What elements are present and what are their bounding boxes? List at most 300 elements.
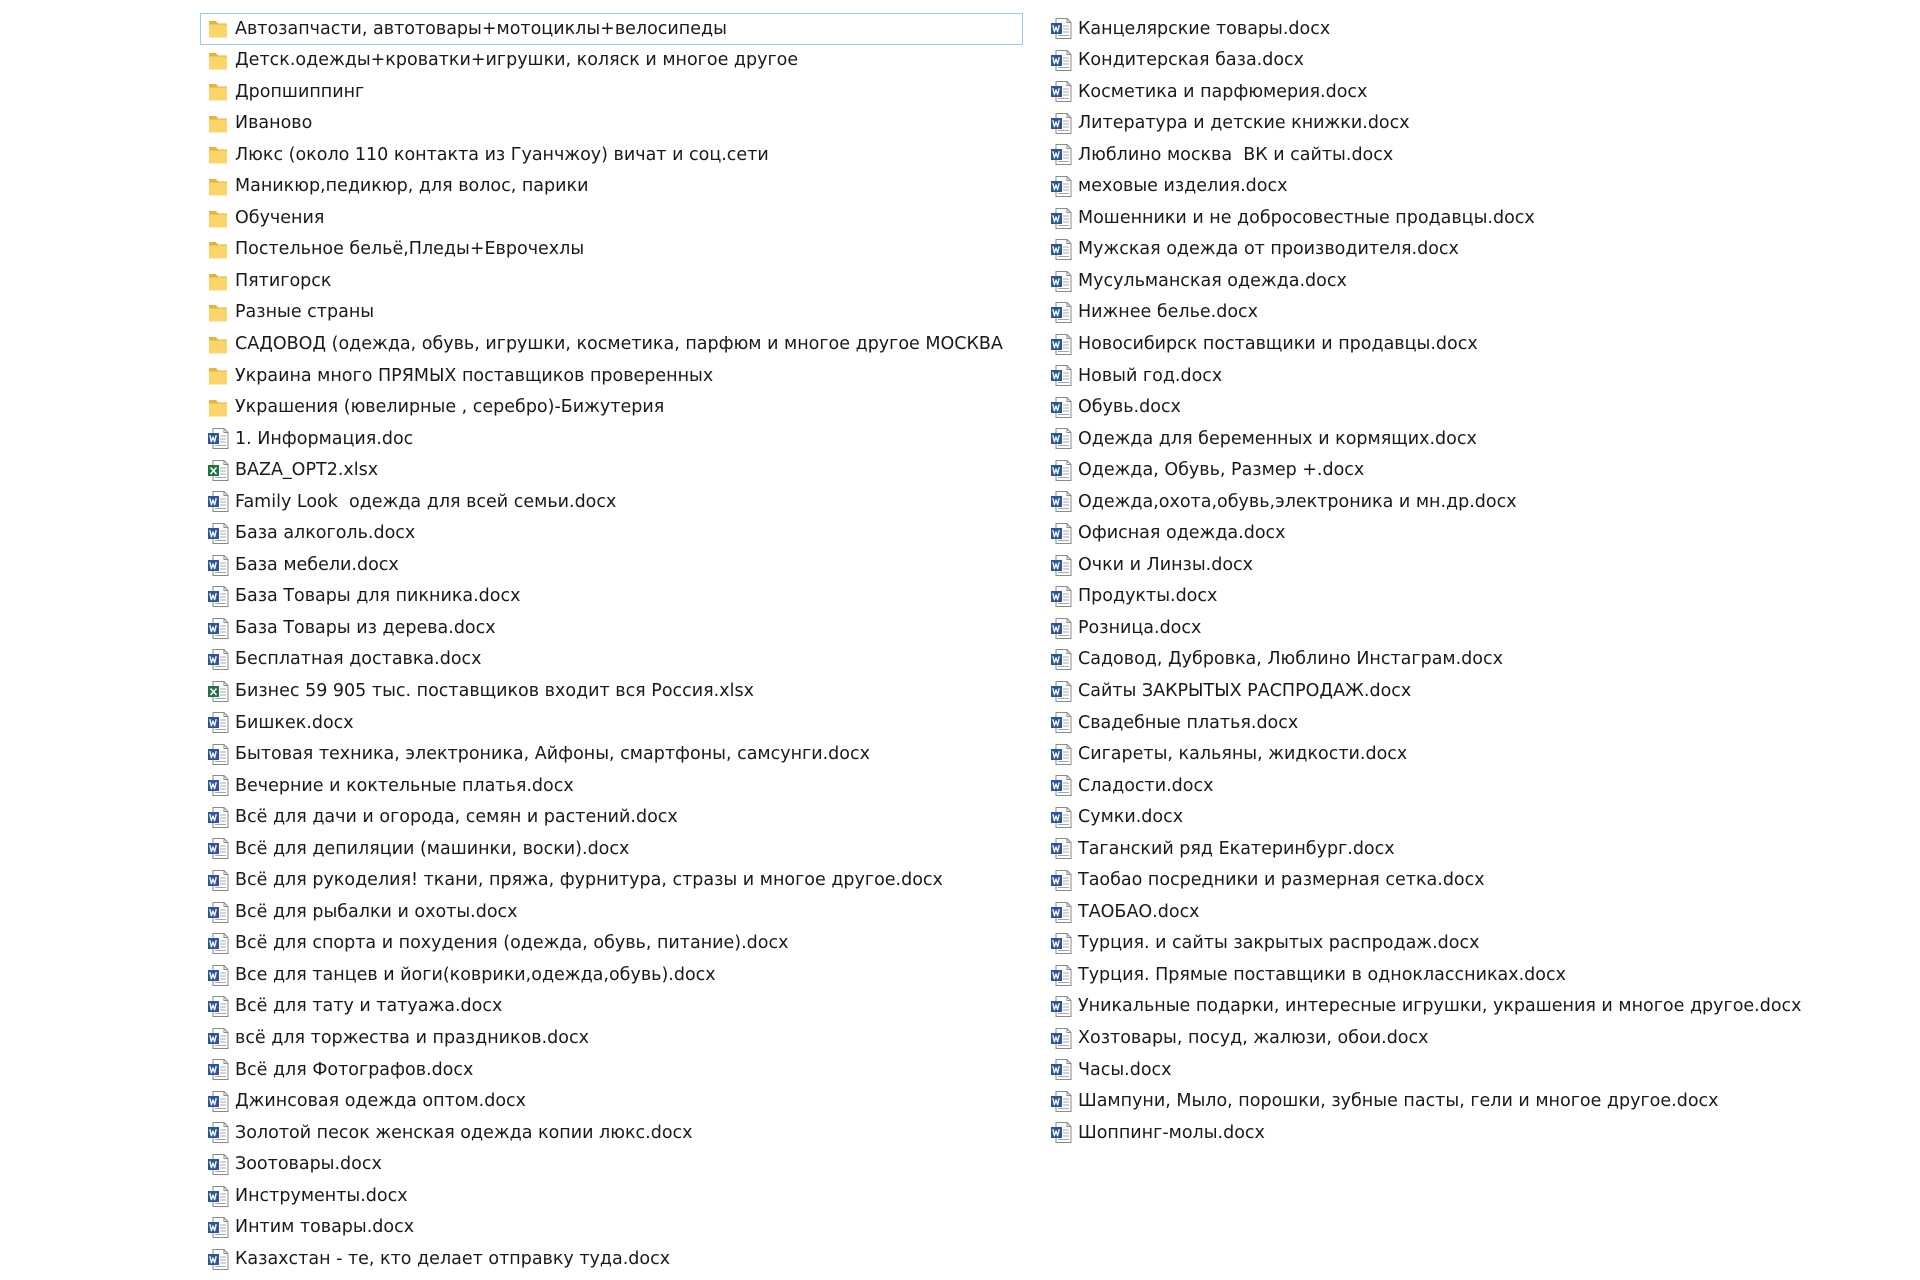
item-name: Сумки.docx	[1078, 807, 1184, 828]
file-item[interactable]	[1043, 202, 1823, 234]
folder-icon-graphic	[207, 238, 229, 261]
file-item[interactable]	[1043, 707, 1823, 739]
word-doc-icon	[207, 1058, 229, 1081]
file-item[interactable]	[1043, 1117, 1823, 1149]
word-doc-icon	[1050, 869, 1072, 892]
file-item[interactable]	[200, 1117, 1030, 1149]
word-doc-icon	[1050, 143, 1072, 166]
word-doc-icon-graphic	[1050, 207, 1072, 230]
file-item[interactable]	[1043, 928, 1823, 960]
file-item[interactable]	[1043, 1023, 1823, 1055]
folder-icon	[207, 364, 229, 387]
word-doc-icon-graphic	[1050, 837, 1072, 860]
item-name: Джинсовая одежда оптом.docx	[235, 1091, 527, 1112]
item-name: Канцелярские товары.docx	[1078, 18, 1331, 39]
word-doc-icon-graphic	[207, 901, 229, 924]
word-doc-icon-graphic	[1050, 680, 1072, 703]
word-doc-icon-graphic	[1050, 585, 1072, 608]
word-doc-icon-graphic	[1050, 301, 1072, 324]
word-doc-icon-graphic	[207, 1121, 229, 1144]
word-doc-icon	[1050, 711, 1072, 734]
item-name: Всё для депиляции (машинки, воски).docx	[235, 838, 630, 859]
folder-icon	[207, 80, 229, 103]
item-name: Турция. и сайты закрытых распродаж.docx	[1078, 933, 1480, 954]
word-doc-icon	[1050, 554, 1072, 577]
item-name: BAZA_OPT2.xlsx	[235, 460, 379, 481]
item-name: САДОВОД (одежда, обувь, игрушки, косметика, парфюм и многое другое МОСКВА	[235, 333, 1003, 354]
file-item[interactable]	[1043, 959, 1823, 991]
file-item[interactable]	[1043, 549, 1823, 581]
word-doc-icon	[1050, 901, 1072, 924]
word-doc-icon-graphic	[1050, 143, 1072, 166]
file-item[interactable]	[200, 455, 1030, 487]
word-doc-icon-graphic	[207, 995, 229, 1018]
folder-icon-graphic	[207, 301, 229, 324]
file-item[interactable]	[200, 675, 1030, 707]
folder-icon	[207, 49, 229, 72]
word-doc-icon	[207, 837, 229, 860]
item-name: Шампуни, Мыло, порошки, зубные пасты, гели и многое другое.docx	[1078, 1091, 1719, 1112]
file-item[interactable]	[1043, 770, 1823, 802]
word-doc-icon	[1050, 333, 1072, 356]
word-doc-icon	[207, 648, 229, 671]
folder-icon-shape	[209, 151, 227, 164]
item-name: Нижнее белье.docx	[1078, 302, 1259, 323]
file-item[interactable]	[1043, 423, 1823, 455]
folder-item[interactable]	[200, 202, 1030, 234]
word-doc-icon-graphic	[1050, 711, 1072, 734]
file-item[interactable]	[1043, 171, 1823, 203]
excel-icon-graphic	[207, 459, 229, 482]
word-doc-icon-graphic	[1050, 1058, 1072, 1081]
item-name: Люкс (около 110 контакта из Гуанчжоу) вичат и соц.сети	[235, 144, 769, 165]
item-name: Одежда для беременных и кормящих.docx	[1078, 428, 1477, 449]
file-item[interactable]	[1043, 265, 1823, 297]
file-item[interactable]	[1043, 45, 1823, 77]
file-item[interactable]	[200, 1023, 1030, 1055]
item-name: Казахстан - те, кто делает отправку туда.docx	[235, 1248, 671, 1269]
folder-item[interactable]	[200, 297, 1030, 329]
item-name: Инструменты.docx	[235, 1185, 408, 1206]
folder-item[interactable]	[200, 234, 1030, 266]
word-doc-icon	[1050, 207, 1072, 230]
item-name: База Товары для пикника.docx	[235, 586, 521, 607]
word-doc-icon-graphic	[1050, 80, 1072, 103]
word-doc-icon	[207, 1153, 229, 1176]
item-name: всё для торжества и праздников.docx	[235, 1028, 589, 1049]
word-doc-icon-graphic	[1050, 617, 1072, 640]
file-item[interactable]	[1043, 518, 1823, 550]
word-doc-icon	[207, 522, 229, 545]
folder-item[interactable]	[200, 45, 1030, 77]
word-doc-icon	[207, 869, 229, 892]
word-doc-icon-graphic	[1050, 396, 1072, 419]
folder-icon-shape	[209, 246, 227, 259]
item-name: Family Look одежда для всей семьи.docx	[235, 491, 617, 512]
word-doc-icon	[207, 1248, 229, 1271]
item-name: Всё для рукоделия! ткани, пряжа, фурнитура, стразы и многое другое.docx	[235, 870, 943, 891]
word-doc-icon	[207, 806, 229, 829]
item-name: Мужская одежда от производителя.docx	[1078, 239, 1459, 260]
word-doc-icon-graphic	[1050, 554, 1072, 577]
word-doc-icon-graphic	[1050, 17, 1072, 40]
folder-icon-shape	[209, 119, 227, 132]
word-doc-icon	[207, 1027, 229, 1050]
file-item[interactable]	[200, 1243, 1030, 1275]
word-doc-icon	[207, 964, 229, 987]
word-doc-icon	[1050, 364, 1072, 387]
folder-icon-shape	[209, 403, 227, 416]
word-doc-icon	[207, 427, 229, 450]
item-name: Вечерние и коктельные платья.docx	[235, 775, 574, 796]
item-name: Часы.docx	[1078, 1059, 1172, 1080]
file-item[interactable]	[1043, 455, 1823, 487]
file-item[interactable]	[1043, 1054, 1823, 1086]
file-item[interactable]	[1043, 486, 1823, 518]
word-doc-icon	[1050, 585, 1072, 608]
file-item[interactable]	[1043, 896, 1823, 928]
folder-icon	[207, 17, 229, 40]
word-doc-icon-graphic	[207, 617, 229, 640]
word-doc-icon	[1050, 175, 1072, 198]
word-doc-icon	[207, 995, 229, 1018]
folder-icon	[207, 175, 229, 198]
word-doc-icon-graphic	[207, 585, 229, 608]
item-name: Сигареты, кальяны, жидкости.docx	[1078, 744, 1408, 765]
item-name: Таганский ряд Екатеринбург.docx	[1078, 838, 1395, 859]
word-doc-icon-graphic	[1050, 1121, 1072, 1144]
item-name: Разные страны	[235, 302, 375, 323]
word-doc-icon	[207, 1216, 229, 1239]
item-name: Люблино москва ВК и сайты.docx	[1078, 144, 1394, 165]
folder-icon-graphic	[207, 112, 229, 135]
word-doc-icon-graphic	[207, 743, 229, 766]
file-item[interactable]	[1043, 644, 1823, 676]
folder-icon-graphic	[207, 270, 229, 293]
folder-icon-shape	[209, 25, 227, 38]
folder-item[interactable]	[200, 13, 1023, 45]
item-name: 1. Информация.doc	[235, 428, 414, 449]
word-doc-icon	[1050, 301, 1072, 324]
folder-item[interactable]	[200, 328, 1030, 360]
file-item[interactable]	[200, 1180, 1030, 1212]
folder-icon	[207, 207, 229, 230]
folder-icon-shape	[209, 372, 227, 385]
file-item[interactable]	[200, 802, 1030, 834]
folder-icon-shape	[209, 214, 227, 227]
item-name: Продукты.docx	[1078, 586, 1218, 607]
word-doc-icon-graphic	[1050, 774, 1072, 797]
word-doc-icon	[207, 932, 229, 955]
word-doc-icon	[1050, 648, 1072, 671]
file-item[interactable]	[1043, 234, 1823, 266]
word-doc-icon	[1050, 112, 1072, 135]
word-doc-icon-graphic	[207, 490, 229, 513]
word-doc-icon-graphic	[1050, 175, 1072, 198]
file-item[interactable]	[1043, 76, 1823, 108]
file-item[interactable]	[1043, 360, 1823, 392]
item-name: меховые изделия.docx	[1078, 176, 1288, 197]
word-doc-icon	[207, 490, 229, 513]
word-doc-icon-graphic	[207, 932, 229, 955]
word-doc-icon-graphic	[207, 1153, 229, 1176]
file-item[interactable]	[1043, 739, 1823, 771]
word-doc-icon	[207, 585, 229, 608]
file-item[interactable]	[1043, 581, 1823, 613]
excel-icon	[207, 459, 229, 482]
file-item[interactable]	[200, 549, 1030, 581]
file-item[interactable]	[200, 991, 1030, 1023]
word-doc-icon	[1050, 932, 1072, 955]
file-item[interactable]	[1043, 612, 1823, 644]
word-doc-icon-graphic	[1050, 427, 1072, 450]
file-item[interactable]	[200, 959, 1030, 991]
item-name: Кондитерская база.docx	[1078, 50, 1305, 71]
item-name: База алкоголь.docx	[235, 523, 416, 544]
word-doc-icon-graphic	[207, 1248, 229, 1271]
file-item[interactable]	[1043, 328, 1823, 360]
folder-icon-shape	[209, 183, 227, 196]
file-item[interactable]	[200, 833, 1030, 865]
item-name: База мебели.docx	[235, 554, 399, 575]
folder-icon-shape	[209, 277, 227, 290]
item-name: Бишкек.docx	[235, 712, 354, 733]
word-doc-icon	[1050, 1027, 1072, 1050]
word-doc-icon-graphic	[1050, 364, 1072, 387]
file-item[interactable]	[1043, 392, 1823, 424]
file-item[interactable]	[200, 739, 1030, 771]
item-name: Всё для дачи и огорода, семян и растений.docx	[235, 807, 678, 828]
file-item[interactable]	[200, 928, 1030, 960]
item-name: Новосибирск поставщики и продавцы.docx	[1078, 333, 1478, 354]
folder-icon-graphic	[207, 207, 229, 230]
item-name: Всё для тату и татуажа.docx	[235, 996, 503, 1017]
folder-icon-graphic	[207, 175, 229, 198]
file-list-column-left	[200, 13, 1030, 1275]
word-doc-icon-graphic	[207, 522, 229, 545]
item-name: Интим товары.docx	[235, 1217, 415, 1238]
folder-icon-shape	[209, 309, 227, 322]
folder-icon-shape	[209, 88, 227, 101]
item-name: Пятигорск	[235, 270, 332, 291]
item-name: Свадебные платья.docx	[1078, 712, 1299, 733]
file-item[interactable]	[200, 707, 1030, 739]
file-item[interactable]	[200, 1212, 1030, 1244]
word-doc-icon	[207, 711, 229, 734]
word-doc-icon-graphic	[1050, 743, 1072, 766]
word-doc-icon-graphic	[1050, 459, 1072, 482]
item-name: Мошенники и не добросовестные продавцы.docx	[1078, 207, 1535, 228]
folder-icon	[207, 238, 229, 261]
word-doc-icon-graphic	[1050, 1090, 1072, 1113]
file-item[interactable]	[200, 518, 1030, 550]
file-item[interactable]	[200, 423, 1030, 455]
word-doc-icon	[207, 1090, 229, 1113]
word-doc-icon-graphic	[1050, 49, 1072, 72]
file-item[interactable]	[1043, 139, 1823, 171]
folder-item[interactable]	[200, 108, 1030, 140]
word-doc-icon-graphic	[207, 711, 229, 734]
folder-icon-graphic	[207, 364, 229, 387]
file-item[interactable]	[1043, 865, 1823, 897]
excel-icon-graphic	[207, 680, 229, 703]
word-doc-icon-graphic	[207, 869, 229, 892]
file-item[interactable]	[200, 1149, 1030, 1181]
word-doc-icon-graphic	[207, 1027, 229, 1050]
word-doc-icon	[207, 774, 229, 797]
item-name: Шоппинг-молы.docx	[1078, 1122, 1265, 1143]
item-name: Постельное бельё,Пледы+Еврочехлы	[235, 239, 585, 260]
word-doc-icon-graphic	[1050, 932, 1072, 955]
word-doc-icon	[1050, 837, 1072, 860]
item-name: База Товары из дерева.docx	[235, 617, 496, 638]
file-list-column-right	[1043, 13, 1823, 1149]
folder-item[interactable]	[200, 171, 1030, 203]
word-doc-icon-graphic	[207, 648, 229, 671]
word-doc-icon-graphic	[1050, 995, 1072, 1018]
file-item[interactable]	[1043, 833, 1823, 865]
word-doc-icon-graphic	[207, 964, 229, 987]
word-doc-icon-graphic	[207, 427, 229, 450]
item-name: Все для танцев и йоги(коврики,одежда,обувь).docx	[235, 964, 716, 985]
file-item[interactable]	[200, 644, 1030, 676]
file-item[interactable]	[200, 486, 1030, 518]
word-doc-icon	[207, 1185, 229, 1208]
word-doc-icon-graphic	[207, 1185, 229, 1208]
folder-icon	[207, 270, 229, 293]
word-doc-icon	[1050, 80, 1072, 103]
word-doc-icon-graphic	[1050, 806, 1072, 829]
folder-icon-shape	[209, 56, 227, 69]
word-doc-icon-graphic	[207, 1090, 229, 1113]
word-doc-icon	[1050, 995, 1072, 1018]
word-doc-icon	[1050, 17, 1072, 40]
item-name: Маникюр,педикюр, для волос, парики	[235, 176, 589, 197]
item-name: Бесплатная доставка.docx	[235, 649, 482, 670]
word-doc-icon-graphic	[207, 1058, 229, 1081]
file-item[interactable]	[1043, 675, 1823, 707]
word-doc-icon	[1050, 396, 1072, 419]
word-doc-icon-graphic	[1050, 490, 1072, 513]
item-name: Золотой песок женская одежда копии люкс.docx	[235, 1122, 693, 1143]
word-doc-icon	[1050, 617, 1072, 640]
item-name: Зоотовары.docx	[235, 1154, 382, 1175]
folder-icon-graphic	[207, 80, 229, 103]
word-doc-icon-graphic	[1050, 901, 1072, 924]
word-doc-icon-graphic	[1050, 1027, 1072, 1050]
word-doc-icon	[1050, 743, 1072, 766]
file-item[interactable]	[200, 865, 1030, 897]
folder-icon-graphic	[207, 143, 229, 166]
word-doc-icon	[1050, 490, 1072, 513]
file-item[interactable]	[200, 581, 1030, 613]
word-doc-icon-graphic	[207, 1216, 229, 1239]
file-item[interactable]	[1043, 13, 1823, 45]
word-doc-icon-graphic	[207, 837, 229, 860]
item-name: Обучения	[235, 207, 325, 228]
folder-item[interactable]	[200, 76, 1030, 108]
word-doc-icon-graphic	[1050, 964, 1072, 987]
item-name: Всё для рыбалки и охоты.docx	[235, 901, 518, 922]
word-doc-icon	[1050, 774, 1072, 797]
word-doc-icon-graphic	[1050, 648, 1072, 671]
item-name: Литература и детские книжки.docx	[1078, 113, 1410, 134]
word-doc-icon	[1050, 1090, 1072, 1113]
file-item[interactable]	[200, 770, 1030, 802]
folder-item[interactable]	[200, 265, 1030, 297]
word-doc-icon	[1050, 238, 1072, 261]
item-name: Одежда,охота,обувь,электроника и мн.др.docx	[1078, 491, 1517, 512]
folder-icon	[207, 112, 229, 135]
file-item[interactable]	[200, 1086, 1030, 1118]
word-doc-icon	[1050, 680, 1072, 703]
word-doc-icon	[207, 617, 229, 640]
file-item[interactable]	[1043, 108, 1823, 140]
item-name: Дропшиппинг	[235, 81, 365, 102]
item-name: Садовод, Дубровка, Люблино Инстаграм.docx	[1078, 649, 1503, 670]
file-item[interactable]	[1043, 991, 1823, 1023]
folder-icon	[207, 396, 229, 419]
word-doc-icon-graphic	[207, 554, 229, 577]
word-doc-icon-graphic	[207, 806, 229, 829]
item-name: Автозапчасти, автотовары+мотоциклы+велосипеды	[235, 18, 727, 39]
word-doc-icon	[207, 554, 229, 577]
word-doc-icon-graphic	[1050, 869, 1072, 892]
item-name: Украшения (ювелирные , серебро)-Бижутерия	[235, 397, 665, 418]
item-name: Бытовая техника, электроника, Айфоны, смартфоны, самсунги.docx	[235, 744, 870, 765]
file-item[interactable]	[200, 896, 1030, 928]
item-name: Новый год.docx	[1078, 365, 1223, 386]
item-name: Сладости.docx	[1078, 775, 1214, 796]
word-doc-icon	[207, 901, 229, 924]
word-doc-icon	[1050, 964, 1072, 987]
file-item[interactable]	[200, 1054, 1030, 1086]
item-name: Розница.docx	[1078, 617, 1202, 638]
folder-icon-graphic	[207, 17, 229, 40]
word-doc-icon	[1050, 459, 1072, 482]
word-doc-icon	[1050, 1058, 1072, 1081]
word-doc-icon	[1050, 806, 1072, 829]
item-name: ТАОБАО.docx	[1078, 901, 1200, 922]
word-doc-icon-graphic	[1050, 522, 1072, 545]
item-name: Хозтовары, посуд, жалюзи, обои.docx	[1078, 1028, 1429, 1049]
folder-icon-graphic	[207, 49, 229, 72]
item-name: Сайты ЗАКРЫТЫХ РАСПРОДАЖ.docx	[1078, 681, 1412, 701]
word-doc-icon	[1050, 522, 1072, 545]
excel-icon	[207, 680, 229, 703]
item-name: Офисная одежда.docx	[1078, 523, 1286, 544]
file-item[interactable]	[1043, 1086, 1823, 1118]
folder-icon	[207, 143, 229, 166]
file-item[interactable]	[200, 612, 1030, 644]
item-name: Косметика и парфюмерия.docx	[1078, 81, 1368, 102]
item-name: Всё для спорта и похудения (одежда, обувь, питание).docx	[235, 933, 789, 954]
folder-icon	[207, 301, 229, 324]
folder-icon-graphic	[207, 396, 229, 419]
folder-item[interactable]	[200, 139, 1030, 171]
word-doc-icon-graphic	[1050, 270, 1072, 293]
item-name: Иваново	[235, 113, 313, 134]
item-name: Обувь.docx	[1078, 397, 1181, 418]
file-item[interactable]	[1043, 297, 1823, 329]
folder-item[interactable]	[200, 360, 1030, 392]
file-item[interactable]	[1043, 802, 1823, 834]
folder-item[interactable]	[200, 392, 1030, 424]
item-name: Всё для Фотографов.docx	[235, 1059, 474, 1080]
item-name: Уникальные подарки, интересные игрушки, украшения и многое другое.docx	[1078, 996, 1802, 1017]
item-name: Бизнес 59 905 тыс. поставщиков входит вся Россия.xlsx	[235, 681, 754, 701]
word-doc-icon	[207, 1121, 229, 1144]
